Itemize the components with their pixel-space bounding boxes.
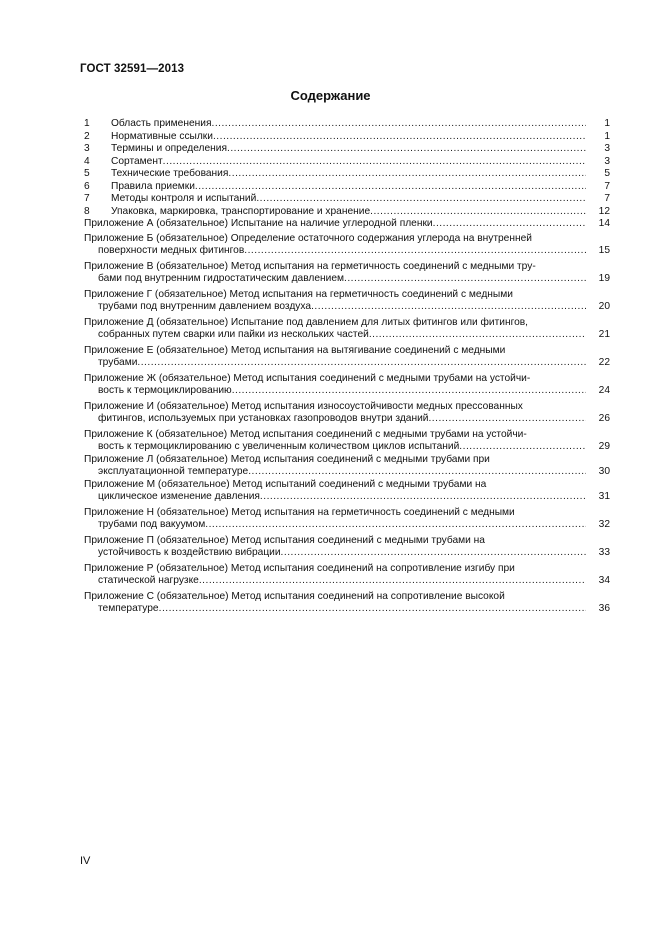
toc-appendix-line	[84, 547, 610, 560]
toc-entry-page: 3	[604, 155, 610, 167]
toc-entry-number: 8	[84, 205, 90, 217]
toc-entry-page: 36	[598, 603, 610, 614]
toc-entry-title: Область применения	[111, 118, 212, 129]
toc-appendix-entry[interactable]	[84, 233, 610, 258]
toc-appendix-text: поверхности медных фитингов	[98, 245, 245, 256]
toc-appendix-text: трубами под внутренним давлением воздуха	[98, 301, 312, 312]
toc-appendix-text: Приложение Р (обязательное) Метод испытания соединений на сопротивление изгибу при	[84, 562, 515, 574]
toc-appendix-line	[84, 507, 610, 520]
dot-leader	[213, 131, 586, 144]
dot-leader	[195, 181, 586, 194]
toc-entry-number: 1	[84, 118, 90, 129]
toc-entry-page: 33	[598, 547, 610, 558]
toc-appendix-entry[interactable]	[84, 454, 610, 479]
toc-appendix-text: Приложение В (обязательное) Метод испытания на герметичность соединений с медными тру-	[84, 260, 536, 272]
toc-entry-number: 3	[84, 143, 90, 154]
toc-appendix-text: статической нагрузке	[98, 575, 199, 586]
toc-entry-page: 20	[598, 301, 610, 312]
toc-entry-number: 4	[84, 155, 90, 167]
toc-appendix-line	[84, 289, 610, 302]
toc-appendix-text: вость к термоциклированию с увеличенным количеством циклов испытаний	[98, 441, 460, 452]
toc-entry-page: 14	[598, 218, 610, 229]
toc-appendix-line	[84, 273, 610, 286]
toc-appendix-line	[84, 385, 610, 398]
toc-entry-page: 7	[604, 193, 610, 204]
dot-leader	[248, 466, 586, 479]
toc-appendix-line	[84, 454, 610, 467]
dot-leader	[205, 519, 586, 532]
toc-appendix-line	[84, 429, 610, 442]
toc-appendix-line	[84, 218, 610, 231]
toc-entry-page: 26	[598, 413, 610, 424]
toc-entry-page: 15	[598, 245, 610, 256]
toc-appendix-line	[84, 329, 610, 342]
toc-appendix-line	[84, 401, 610, 414]
toc-entry-page: 1	[604, 130, 610, 142]
toc-appendix-line	[84, 317, 610, 330]
dot-leader	[311, 301, 586, 314]
toc-entry-number: 2	[84, 130, 90, 142]
dot-leader	[260, 491, 586, 504]
toc-entry[interactable]	[84, 206, 610, 219]
toc-appendix-line	[84, 441, 610, 454]
dot-leader	[228, 168, 586, 181]
toc-appendix-text: Приложение Ж (обязательное) Метод испытания соединений с медными трубами на устойчи-	[84, 372, 531, 384]
toc-entry-page: 5	[604, 168, 610, 179]
dot-leader	[199, 575, 586, 588]
dot-leader	[459, 441, 586, 454]
toc-appendix-line	[84, 301, 610, 314]
toc-entry-page: 3	[604, 143, 610, 154]
toc-appendix-line	[84, 261, 610, 274]
toc-sections	[84, 118, 610, 218]
toc-entry-title: Правила приемки	[111, 180, 195, 192]
dot-leader	[369, 329, 586, 342]
toc-appendix-entry[interactable]	[84, 261, 610, 286]
toc-appendix-entry[interactable]	[84, 317, 610, 342]
toc-appendix-text: циклическое изменение давления	[98, 491, 260, 502]
toc-entry-page: 19	[598, 273, 610, 284]
dot-leader	[370, 206, 586, 219]
toc-entry-page: 31	[598, 491, 610, 502]
toc-appendix-line	[84, 519, 610, 532]
toc-appendix-entry[interactable]	[84, 563, 610, 588]
toc-appendix-line	[84, 591, 610, 604]
dot-leader	[227, 143, 586, 156]
toc-entry-page: 30	[598, 466, 610, 477]
toc-appendix-entry[interactable]	[84, 479, 610, 504]
toc-entry[interactable]	[84, 118, 610, 131]
toc-appendix-entry[interactable]	[84, 591, 610, 616]
toc-appendix-text: устойчивость к воздействию вибрации	[98, 547, 281, 558]
toc-appendix-entry[interactable]	[84, 535, 610, 560]
toc-appendix-text: Приложение Л (обязательное) Метод испытания соединений с медными трубами при	[84, 453, 490, 465]
dot-leader	[137, 357, 586, 370]
dot-leader	[211, 118, 586, 131]
toc-appendix-line	[84, 413, 610, 426]
toc-appendix-text: бами под внутренним гидростатическим давлением	[98, 273, 344, 284]
toc-entry-number: 7	[84, 193, 90, 204]
page-number: IV	[80, 855, 91, 867]
toc-entry[interactable]	[84, 193, 610, 206]
toc-appendix-entry[interactable]	[84, 401, 610, 426]
toc-entry-page: 1	[604, 118, 610, 129]
toc-appendix-text: Приложение И (обязательное) Метод испытания износоустойчивости медных прессованных	[84, 400, 523, 412]
toc-appendix-line	[84, 603, 610, 616]
toc-appendix-line	[84, 357, 610, 370]
toc-appendices	[84, 218, 610, 616]
dot-leader	[433, 218, 586, 231]
toc-appendix-text: температуре	[98, 603, 159, 614]
toc-entry-page: 34	[598, 575, 610, 586]
toc-appendix-line	[84, 563, 610, 576]
toc-entry[interactable]	[84, 143, 610, 156]
toc-entry-page: 32	[598, 519, 610, 530]
toc-appendix-line	[84, 233, 610, 246]
dot-leader	[344, 273, 586, 286]
toc-entry-page: 24	[598, 385, 610, 396]
toc-entry-number: 5	[84, 168, 90, 179]
toc-appendix-text: Приложение П (обязательное) Метод испытания соединений с медными трубами на	[84, 534, 485, 546]
document-code: ГОСТ 32591—2013	[80, 63, 185, 75]
toc-entry-title: Термины и определения	[111, 143, 227, 154]
toc-appendix-line	[84, 575, 610, 588]
toc-appendix-entry[interactable]	[84, 289, 610, 314]
toc-appendix-text: трубами	[98, 357, 138, 368]
toc-entry-page: 21	[598, 329, 610, 340]
toc-appendix-text: фитингов, используемых при установках газопроводов внутри зданий	[98, 413, 429, 424]
toc-entry[interactable]	[84, 168, 610, 181]
toc-appendix-text: Приложение Г (обязательное) Метод испытания на герметичность соединений с медными	[84, 288, 513, 300]
toc-appendix-text: Приложение Н (обязательное) Метод испытания на герметичность соединений с медными	[84, 506, 515, 518]
toc-appendix-text: Приложение А (обязательное) Испытание на наличие углеродной пленки	[84, 218, 433, 229]
toc-appendix-text: Приложение М (обязательное) Метод испытаний соединений с медными трубами на	[84, 478, 487, 490]
toc-appendix-text: эксплуатационной температуре	[98, 466, 249, 477]
table-of-contents	[84, 118, 610, 619]
toc-entry-title: Упаковка, маркировка, транспортирование и хранение	[111, 205, 371, 217]
toc-appendix-entry[interactable]	[84, 507, 610, 532]
toc-entry-title: Методы контроля и испытаний	[111, 193, 257, 204]
toc-entry-title: Технические требования	[111, 168, 229, 179]
toc-appendix-text: собранных путем сварки или пайки из нескольких частей	[98, 329, 369, 340]
toc-entry[interactable]	[84, 131, 610, 144]
toc-entry[interactable]	[84, 181, 610, 194]
toc-entry-title: Нормативные ссылки	[111, 130, 213, 142]
toc-appendix-line	[84, 479, 610, 492]
toc-appendix-line	[84, 345, 610, 358]
dot-leader	[163, 156, 586, 169]
toc-entry-page: 29	[598, 441, 610, 452]
toc-entry-title: Сортамент	[111, 155, 163, 167]
toc-appendix-text: Приложение С (обязательное) Метод испытания соединений на сопротивление высокой	[84, 590, 505, 602]
dot-leader	[256, 193, 586, 206]
dot-leader	[159, 603, 586, 616]
toc-entry-page: 22	[598, 357, 610, 368]
toc-appendix-line	[84, 245, 610, 258]
toc-appendix-entry[interactable]	[84, 218, 610, 231]
toc-appendix-text: Приложение К (обязательное) Метод испытания соединений с медными трубами на устойчи-	[84, 428, 527, 440]
toc-appendix-text: трубами под вакуумом	[98, 519, 206, 530]
toc-appendix-entry[interactable]	[84, 429, 610, 454]
page-title: Содержание	[290, 88, 371, 103]
toc-appendix-text: Приложение Д (обязательное) Испытание под давлением для литых фитингов или фитингов,	[84, 316, 529, 328]
dot-leader	[428, 413, 586, 426]
toc-appendix-line	[84, 491, 610, 504]
toc-entry-page: 7	[604, 180, 610, 192]
toc-appendix-entry[interactable]	[84, 345, 610, 370]
dot-leader	[244, 245, 586, 258]
toc-appendix-line	[84, 535, 610, 548]
toc-appendix-line	[84, 466, 610, 479]
toc-appendix-line	[84, 373, 610, 386]
toc-appendix-text: Приложение Б (обязательное) Определение остаточного содержания углерода на внутренней	[84, 232, 532, 244]
toc-appendix-entry[interactable]	[84, 373, 610, 398]
toc-appendix-text: вость к термоциклированию	[98, 385, 232, 396]
dot-leader	[281, 547, 586, 560]
toc-entry[interactable]	[84, 156, 610, 169]
toc-entry-number: 6	[84, 180, 90, 192]
toc-appendix-text: Приложение Е (обязательное) Метод испытания на вытягивание соединений с медными	[84, 344, 506, 356]
toc-entry-page: 12	[598, 205, 610, 217]
dot-leader	[232, 385, 586, 398]
